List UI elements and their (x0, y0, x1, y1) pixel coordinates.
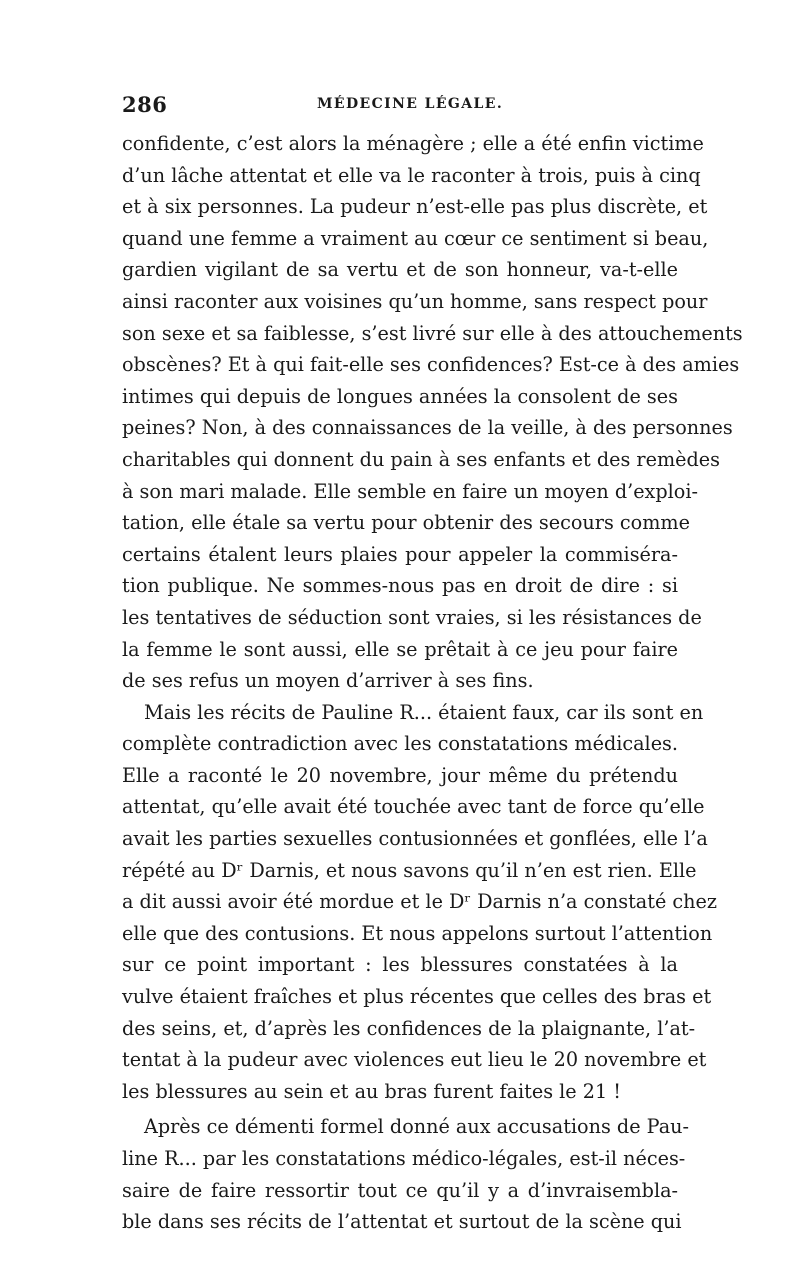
text-line: répété au Dʳ Darnis, et nous savons qu’il n’en est rien. Elle (122, 858, 697, 882)
text-line: peines? Non, à des connaissances de la veille, à des personnes (122, 416, 733, 440)
text-line: ble dans ses récits de l’attentat et surtout de la scène qui (122, 1210, 682, 1234)
text-line: tion publique. Ne sommes-nous pas en droit de dire : si (122, 574, 678, 598)
text-line: saire de faire ressortir tout ce qu’il y a d’invraisembla- (122, 1178, 678, 1202)
text-line: son sexe et sa faiblesse, s’est livré sur elle à des attouchements (122, 321, 743, 345)
text-line: sur ce point important : les blessures constatées à la (122, 953, 678, 977)
paragraph (122, 128, 743, 697)
text-line: line R... par les constatations médico-légales, est-il néces- (122, 1147, 686, 1170)
text-line: Mais les récits de Pauline R... étaient faux, car ils sont en (144, 700, 704, 724)
running-header (122, 92, 678, 128)
running-title: MÉDECINE LÉGALE. (317, 96, 504, 112)
body-text (122, 128, 743, 1238)
paragraph (122, 1111, 689, 1237)
page-number: 286 (122, 92, 168, 117)
text-line: d’un lâche attentat et elle va le raconter à trois, puis à cinq (122, 163, 701, 187)
text-line: de ses refus un moyen d’arriver à ses fins. (122, 669, 534, 693)
text-line: vulve étaient fraîches et plus récentes que celles des bras et (122, 985, 712, 1009)
text-line: elle que des contusions. Et nous appelons surtout l’attention (122, 921, 713, 945)
paragraph (122, 697, 717, 1108)
text-line: a dit aussi avoir été mordue et le Dʳ Darnis n’a constaté chez (122, 890, 717, 914)
book-page (122, 92, 743, 1238)
text-line: confidente, c’est alors la ménagère ; elle a été enfin victime (122, 132, 704, 155)
text-line: des seins, et, d’après les confidences de la plaignante, l’at- (122, 1016, 696, 1040)
text-line: Après ce démenti formel donné aux accusations de Pau- (144, 1115, 689, 1139)
text-line: et à six personnes. La pudeur n’est-elle pas plus discrète, et (122, 195, 708, 219)
text-line: intimes qui depuis de longues années la consolent de ses (122, 384, 678, 408)
text-line: les tentatives de séduction sont vraies, si les résistances de (122, 605, 702, 629)
text-line: certains étalent leurs plaies pour appeler la commiséra- (122, 542, 678, 566)
text-line: tation, elle étale sa vertu pour obtenir des secours comme (122, 511, 690, 535)
text-line: la femme le sont aussi, elle se prêtait à ce jeu pour faire (122, 637, 678, 661)
text-line: Elle a raconté le 20 novembre, jour même du prétendu (122, 763, 678, 787)
text-line: avait les parties sexuelles contusionnées et gonflées, elle l’a (122, 827, 708, 851)
text-line: à son mari malade. Elle semble en faire un moyen d’exploi- (122, 479, 698, 503)
text-line: les blessures au sein et au bras furent faites le 21 ! (122, 1079, 621, 1103)
text-line: charitables qui donnent du pain à ses enfants et des remèdes (122, 447, 720, 471)
text-line: gardien vigilant de sa vertu et de son honneur, va-t-elle (122, 258, 678, 282)
text-line: attentat, qu’elle avait été touchée avec tant de force qu’elle (122, 795, 705, 819)
text-line: obscènes? Et à qui fait-elle ses confidences? Est-ce à des amies (122, 353, 740, 377)
text-line: ainsi raconter aux voisines qu’un homme, sans respect pour (122, 289, 708, 313)
text-line: complète contradiction avec les constatations médicales. (122, 732, 678, 756)
text-line: tentat à la pudeur avec violences eut lieu le 20 novembre et (122, 1048, 707, 1072)
text-line: quand une femme a vraiment au cœur ce sentiment si beau, (122, 226, 709, 250)
